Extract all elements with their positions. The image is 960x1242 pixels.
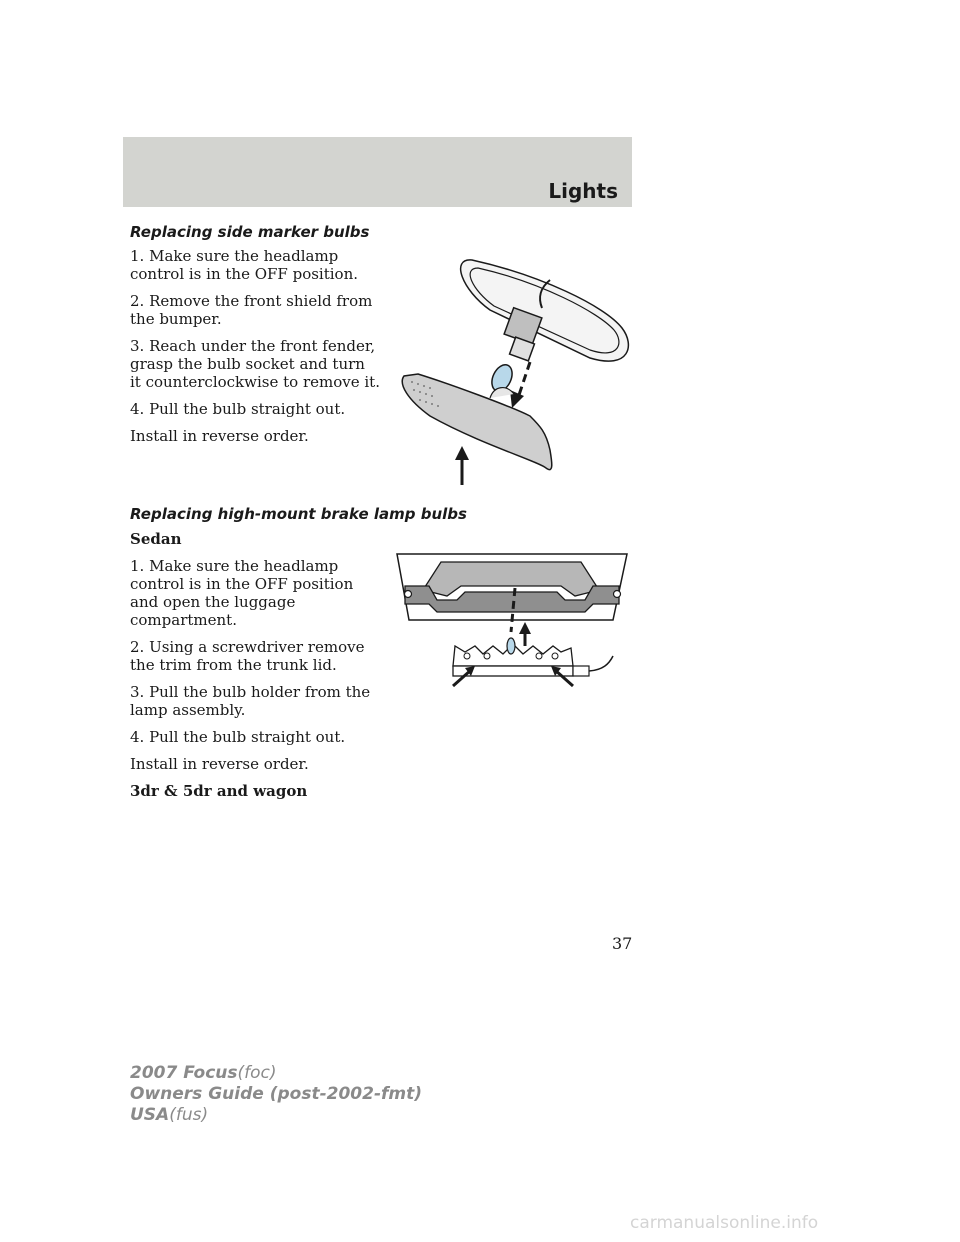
footer-model: 2007 Focus (130, 1063, 238, 1083)
footer-line-3 (130, 1105, 422, 1126)
step-1: 1. Make sure the headlamp control is in the OFF position and open the luggage compartment. (130, 557, 354, 629)
watermark: carmanualsonline.info (630, 1213, 819, 1233)
subheading-sedan: Sedan (130, 530, 182, 548)
brake-lamp-illustration (395, 548, 630, 693)
page-number: 37 (612, 934, 633, 953)
footer-line-1 (130, 1063, 422, 1084)
footer-line-2 (130, 1084, 422, 1105)
step-1: 1. Make sure the headlamp control is in the OFF position. (130, 247, 359, 283)
subheading-3dr-5dr-wagon: 3dr & 5dr and wagon (130, 782, 308, 800)
side-marker-illustration (390, 250, 635, 490)
install-note: Install in reverse order. (130, 755, 309, 773)
footer-region-code: (fus) (169, 1105, 209, 1125)
side-marker-steps (130, 247, 380, 454)
install-note: Install in reverse order. (130, 427, 309, 445)
footer-guide: Owners Guide (post-2002-fmt) (130, 1084, 423, 1104)
footer (130, 1063, 422, 1126)
section-title: Lights (548, 179, 618, 203)
step-4: 4. Pull the bulb straight out. (130, 400, 346, 418)
step-4: 4. Pull the bulb straight out. (130, 728, 346, 746)
header-band (123, 137, 632, 207)
footer-region: USA (130, 1105, 170, 1125)
side-marker-heading: Replacing side marker bulbs (130, 223, 370, 241)
step-2: 2. Remove the front shield from the bumper. (130, 292, 373, 328)
footer-model-code: (foc) (237, 1063, 277, 1083)
brake-lamp-steps (130, 530, 380, 809)
step-3: 3. Pull the bulb holder from the lamp assembly. (130, 683, 371, 719)
brake-lamp-heading: Replacing high-mount brake lamp bulbs (130, 505, 467, 523)
step-2: 2. Using a screwdriver remove the trim from the trunk lid. (130, 638, 365, 674)
step-3: 3. Reach under the front fender, grasp the bulb socket and turn it counterclockwise to remove it. (130, 337, 380, 391)
